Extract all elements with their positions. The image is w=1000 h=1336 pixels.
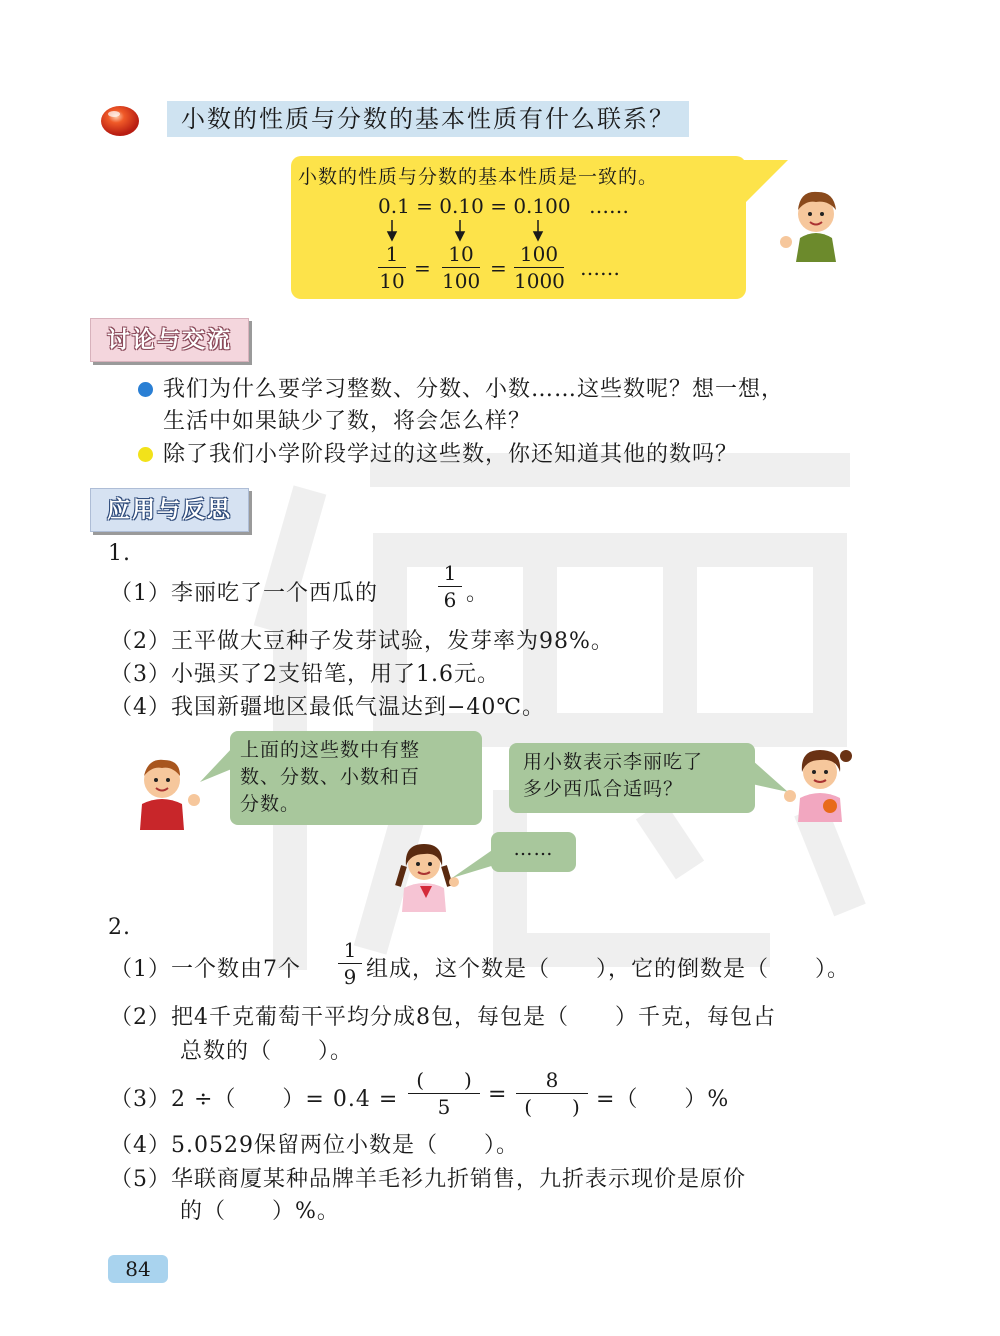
decimal-row: [378, 194, 629, 218]
q1-item-1: [110, 576, 378, 607]
question-bar: 小数的性质与分数的基本性质有什么联系？: [167, 101, 689, 137]
fraction-100-1000: [514, 242, 564, 293]
q1-item-1-end: 。: [466, 581, 490, 606]
frac-num: 100: [519, 242, 559, 266]
q1-item-2: [110, 624, 614, 655]
frac-num: 8: [545, 1068, 559, 1092]
decimal-ellipsis: ……: [588, 194, 629, 218]
apply-section-title: 应用与反思: [90, 488, 249, 532]
item-label: （2）: [110, 629, 171, 654]
item-text: 5.0529保留两位小数是（ ）。: [171, 1133, 519, 1158]
bubble-left-line-2: 数、分数、小数和百: [240, 766, 421, 788]
discuss-item-2: 除了我们小学阶段学过的这些数，你还知道其他的数吗？: [163, 442, 739, 467]
fraction-ellipsis: ……: [580, 256, 620, 280]
down-arrows: [380, 218, 580, 242]
frac-den: 5: [437, 1095, 451, 1119]
question-1-label: 1.: [108, 541, 131, 566]
frac-den: 1000: [514, 269, 565, 293]
item-text: 我国新疆地区最低气温达到−40℃。: [171, 695, 546, 720]
bubble-bottom: ……: [491, 832, 576, 872]
item-text: 华联商厦某种品牌羊毛衫九折销售，九折表示现价是原价: [171, 1167, 747, 1192]
bubble-right-line-1: 用小数表示李丽吃了: [523, 751, 704, 773]
boy-left-illustration: [128, 752, 204, 830]
q1-item-3: [110, 657, 500, 688]
q2-item-3-end: =（ ）%: [596, 1087, 730, 1112]
decimal-2: 0.10: [439, 194, 484, 218]
discuss-section-title: 讨论与交流: [90, 318, 249, 362]
boy-character-illustration: [776, 182, 856, 262]
fraction-1-10: [378, 242, 406, 293]
q2-item-2: [110, 1000, 776, 1031]
item-label: （1）: [110, 581, 171, 606]
fraction-blank-5: [408, 1068, 480, 1119]
item-label: （2）: [110, 1005, 171, 1030]
fraction-1-9: [338, 938, 362, 989]
equals-4: =: [490, 256, 507, 280]
q2-item-5: [110, 1162, 746, 1193]
q1-item-4: [110, 690, 545, 721]
equals-1: =: [416, 194, 433, 218]
bubble-right-tail: [752, 756, 788, 796]
bubble-left: [230, 731, 482, 825]
bubble-right: [509, 743, 755, 813]
frac-num: 1: [385, 242, 399, 266]
item-label: （5）: [110, 1167, 171, 1192]
bubble-left-tail: [200, 738, 234, 788]
frac-den: ( ): [524, 1095, 580, 1119]
item-text: 王平做大豆种子发芽试验，发芽率为98%。: [171, 629, 614, 654]
discuss-item-1-line-1: 我们为什么要学习整数、分数、小数……这些数呢？想一想，: [163, 377, 785, 402]
q2-item-3: [110, 1082, 398, 1113]
frac-den: 100: [442, 269, 481, 293]
bubble-right-line-2: 多少西瓜合适吗？: [523, 778, 684, 800]
frac-den: 9: [343, 965, 357, 989]
discuss-item-1-line-2: 生活中如果缺少了数，将会怎么样？: [163, 409, 532, 434]
yellow-bullet-icon: [138, 447, 153, 462]
item-text: 把4千克葡萄干平均分成8包，每包是（ ）千克，每包占: [171, 1005, 776, 1030]
q2-item-5-line-2: 的（ ）%。: [180, 1199, 340, 1224]
page-number: 84: [108, 1255, 168, 1283]
item-text: 一个数由7个: [171, 957, 301, 982]
question-2-label: 2.: [108, 915, 131, 940]
item-label: （3）: [110, 662, 171, 687]
frac-num: ( ): [416, 1068, 472, 1092]
frac-den: 10: [379, 269, 405, 293]
q2-item-3-eq: =: [488, 1082, 508, 1107]
frac-num: 1: [343, 938, 357, 962]
equals-2: =: [490, 194, 507, 218]
frac-num: 10: [448, 242, 474, 266]
decimal-1: 0.1: [378, 194, 410, 218]
frac-num: 1: [443, 561, 457, 585]
fraction-8-blank: [516, 1068, 588, 1119]
q2-item-4: [110, 1128, 519, 1159]
answer-text: 小数的性质与分数的基本性质是一致的。: [298, 166, 659, 188]
fraction-10-100: [442, 242, 480, 293]
item-label: （3）: [110, 1087, 171, 1112]
item-text: 李丽吃了一个西瓜的: [171, 581, 379, 606]
equals-3: =: [414, 256, 431, 280]
item-label: （4）: [110, 1133, 171, 1158]
girl-right-illustration: [784, 742, 860, 822]
red-sphere-icon: [100, 103, 140, 137]
item-text: 2 ÷（ ）= 0.4 =: [171, 1087, 399, 1112]
blue-bullet-icon: [138, 382, 153, 397]
q2-item-2-line-2: 总数的（ ）。: [180, 1039, 354, 1064]
item-text: 小强买了2支铅笔，用了1.6元。: [171, 662, 500, 687]
decimal-3: 0.100: [513, 194, 571, 218]
bubble-left-line-1: 上面的这些数中有整: [240, 739, 421, 761]
item-label: （1）: [110, 957, 171, 982]
frac-den: 6: [443, 588, 457, 612]
q2-item-1-end: 组成，这个数是（ ），它的倒数是（ ）。: [366, 957, 851, 982]
q2-item-1: [110, 952, 301, 983]
bubble-left-line-3: 分数。: [240, 793, 301, 815]
item-label: （4）: [110, 695, 171, 720]
fraction-1-6: [438, 561, 462, 612]
